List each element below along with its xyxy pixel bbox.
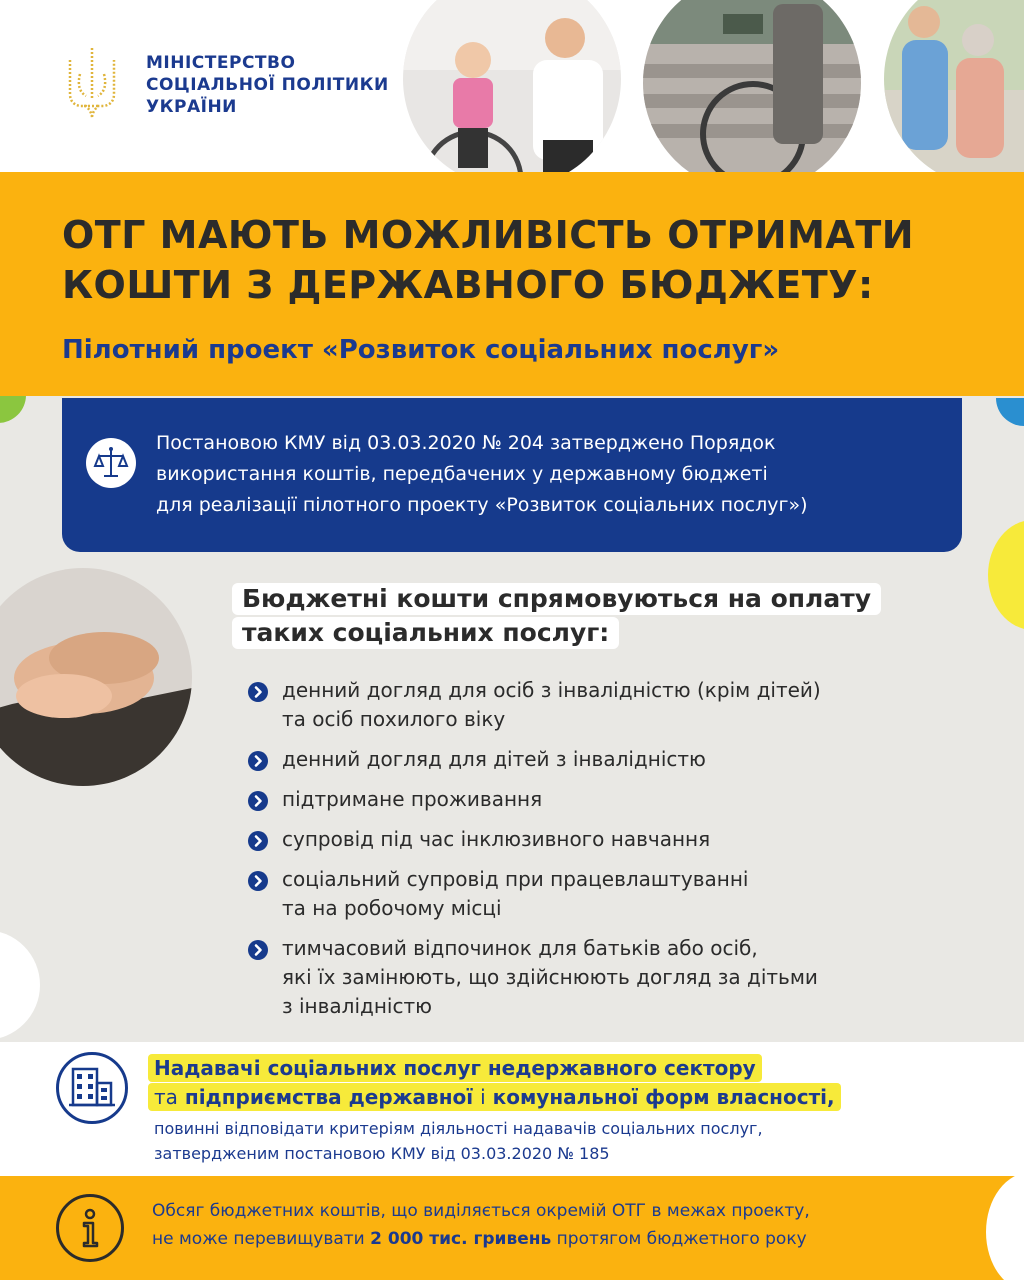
photo-elderly-couple — [884, 0, 1024, 172]
decor-circle-blue-right — [996, 398, 1024, 426]
photo-girl-wheelchair — [403, 0, 621, 172]
service-text: соціальний супровід при працевлаштуванні та на робочому місці — [282, 867, 749, 920]
providers-hl-line-1: Надавачі соціальних послуг недержавного сектору — [148, 1054, 762, 1082]
ministry-line-1: МІНІСТЕРСТВО — [146, 53, 296, 73]
providers-text-line-2: затвердженим постановою КМУ від 03.03.2020 № 185 — [154, 1144, 610, 1163]
photo-wheelchair-stairs — [643, 0, 861, 172]
info-line-2 — [152, 1225, 810, 1253]
providers-text — [154, 1116, 763, 1166]
decor-circle-white-left — [0, 930, 40, 1040]
decree-line-1: Постановою КМУ від 03.03.2020 № 204 затверджено Порядок — [156, 432, 776, 454]
list-item — [248, 745, 968, 774]
providers-hl-i: і — [480, 1085, 486, 1109]
decor-circle-green-left — [0, 395, 26, 423]
list-item — [248, 785, 968, 814]
budget-heading-line-2: таких соціальних послуг: — [232, 617, 619, 649]
page-title — [62, 210, 982, 310]
budget-heading-line-1: Бюджетні кошти спрямовуються на оплату — [232, 583, 881, 615]
info-line-1: Обсяг бюджетних коштів, що виділяється окремій ОТГ в межах проекту, — [152, 1201, 810, 1221]
info-icon — [56, 1194, 124, 1262]
budget-heading — [232, 583, 881, 651]
providers-text-line-1: повинні відповідати критеріям діяльності надавачів соціальних послуг, — [154, 1119, 763, 1138]
trident-icon — [62, 44, 122, 122]
info-text — [152, 1197, 810, 1253]
chevron-right-icon — [248, 682, 268, 702]
subtitle: Пілотний проект «Розвиток соціальних послуг» — [62, 335, 780, 365]
providers-hl-part-1: підприємства державної — [184, 1085, 474, 1109]
service-text: тимчасовий відпочинок для батьків або осіб, які їх замінюють, що здійснюють догляд за дітьми з інвалідністю — [282, 936, 818, 1018]
service-text: супровід під час інклюзивного навчання — [282, 827, 711, 851]
info-line-2-post: протягом бюджетного року — [556, 1229, 807, 1249]
services-list — [248, 676, 968, 1032]
list-item — [248, 934, 968, 1021]
list-item — [248, 676, 968, 734]
chevron-right-icon — [248, 751, 268, 771]
info-line-2-pre: не може перевищувати — [152, 1229, 365, 1249]
service-text: денний догляд для дітей з інвалідністю — [282, 747, 706, 771]
providers-hl-part-2: комунальної форм власності, — [492, 1085, 835, 1109]
scales-icon — [86, 438, 136, 488]
decree-line-3: для реалізації пілотного проекту «Розвиток соціальних послуг») — [156, 494, 808, 516]
service-text: денний догляд для осіб з інвалідністю (крім дітей) та осіб похилого віку — [282, 678, 821, 731]
providers-hl-line-2 — [148, 1083, 841, 1111]
chevron-right-icon — [248, 791, 268, 811]
title-line-1: ОТГ МАЮТЬ МОЖЛИВІСТЬ ОТРИМАТИ — [62, 213, 915, 257]
photo-holding-hands — [0, 568, 192, 786]
providers-hl-ta: та — [154, 1085, 178, 1109]
ministry-line-3: УКРАЇНИ — [146, 97, 237, 117]
chevron-right-icon — [248, 831, 268, 851]
chevron-right-icon — [248, 871, 268, 891]
info-amount: 2 000 тис. гривень — [370, 1229, 552, 1249]
decree-text — [156, 428, 946, 521]
decor-circle-yellow-right — [988, 520, 1024, 630]
ministry-name — [146, 52, 389, 118]
title-line-2: КОШТИ З ДЕРЖАВНОГО БЮДЖЕТУ: — [62, 263, 874, 307]
decree-line-2: використання коштів, передбачених у державному бюджеті — [156, 463, 768, 485]
building-icon — [56, 1052, 128, 1124]
chevron-right-icon — [248, 940, 268, 960]
ministry-line-2: СОЦІАЛЬНОЇ ПОЛІТИКИ — [146, 75, 389, 95]
providers-highlight — [148, 1054, 841, 1112]
list-item — [248, 825, 968, 854]
header — [0, 0, 1024, 172]
service-text: підтримане проживання — [282, 787, 543, 811]
list-item — [248, 865, 968, 923]
